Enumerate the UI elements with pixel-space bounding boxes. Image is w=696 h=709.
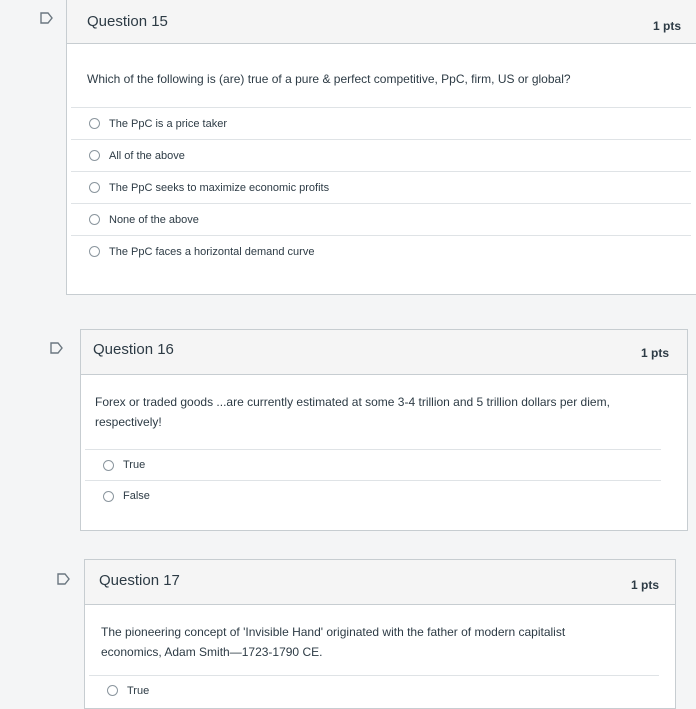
answer-label: True <box>127 684 150 697</box>
flag-question-button[interactable] <box>57 573 71 585</box>
answer-option[interactable] <box>71 171 691 203</box>
question-card <box>80 329 688 531</box>
flag-icon <box>40 12 54 24</box>
answer-option[interactable] <box>71 139 691 171</box>
answer-option[interactable] <box>85 449 661 480</box>
question-card <box>84 559 676 709</box>
question-title: Question 17 <box>99 572 180 589</box>
radio-button[interactable] <box>89 150 100 161</box>
question-points: 1 pts <box>652 19 681 33</box>
answer-option[interactable] <box>71 235 691 267</box>
answer-list <box>89 675 659 705</box>
answer-label: True <box>123 459 146 471</box>
flag-icon <box>57 573 71 585</box>
flag-icon <box>50 342 64 354</box>
question-points: 1 pts <box>630 578 659 592</box>
radio-button[interactable] <box>89 246 100 257</box>
answer-option[interactable] <box>85 480 661 511</box>
answer-label: All of the above <box>109 149 185 162</box>
answer-label: The PpC faces a horizontal demand curve <box>109 245 315 258</box>
flag-question-button[interactable] <box>40 12 54 24</box>
answer-list <box>85 449 661 511</box>
question-title: Question 15 <box>87 13 168 30</box>
question-header <box>85 560 675 605</box>
answer-option[interactable] <box>89 675 659 705</box>
radio-button[interactable] <box>107 685 118 696</box>
answer-label: False <box>123 490 150 502</box>
question-header <box>67 0 696 44</box>
question-title: Question 16 <box>93 341 174 358</box>
question-text: Forex or traded goods ...are currently estimated at some 3-4 trillion and 5 trillion dollars per diem, respectively! <box>95 395 610 429</box>
question-text: The pioneering concept of 'Invisible Hand' originated with the father of modern capitalist economics, Adam Smith—1723-1790 CE. <box>101 625 566 659</box>
question-points: 1 pts <box>640 346 669 360</box>
radio-button[interactable] <box>89 182 100 193</box>
answer-label: The PpC seeks to maximize economic profits <box>109 181 330 194</box>
radio-button[interactable] <box>89 118 100 129</box>
answer-option[interactable] <box>71 203 691 235</box>
question-text: Which of the following is (are) true of a pure & perfect competitive, PpC, firm, US or global? <box>87 72 571 86</box>
answer-label: The PpC is a price taker <box>109 117 227 130</box>
radio-button[interactable] <box>89 214 100 225</box>
flag-question-button[interactable] <box>50 342 64 354</box>
answer-label: None of the above <box>109 213 199 226</box>
question-header <box>81 330 687 375</box>
question-card <box>66 0 696 295</box>
radio-button[interactable] <box>103 460 114 471</box>
answer-list <box>71 107 691 267</box>
answer-option[interactable] <box>71 107 691 139</box>
radio-button[interactable] <box>103 491 114 502</box>
